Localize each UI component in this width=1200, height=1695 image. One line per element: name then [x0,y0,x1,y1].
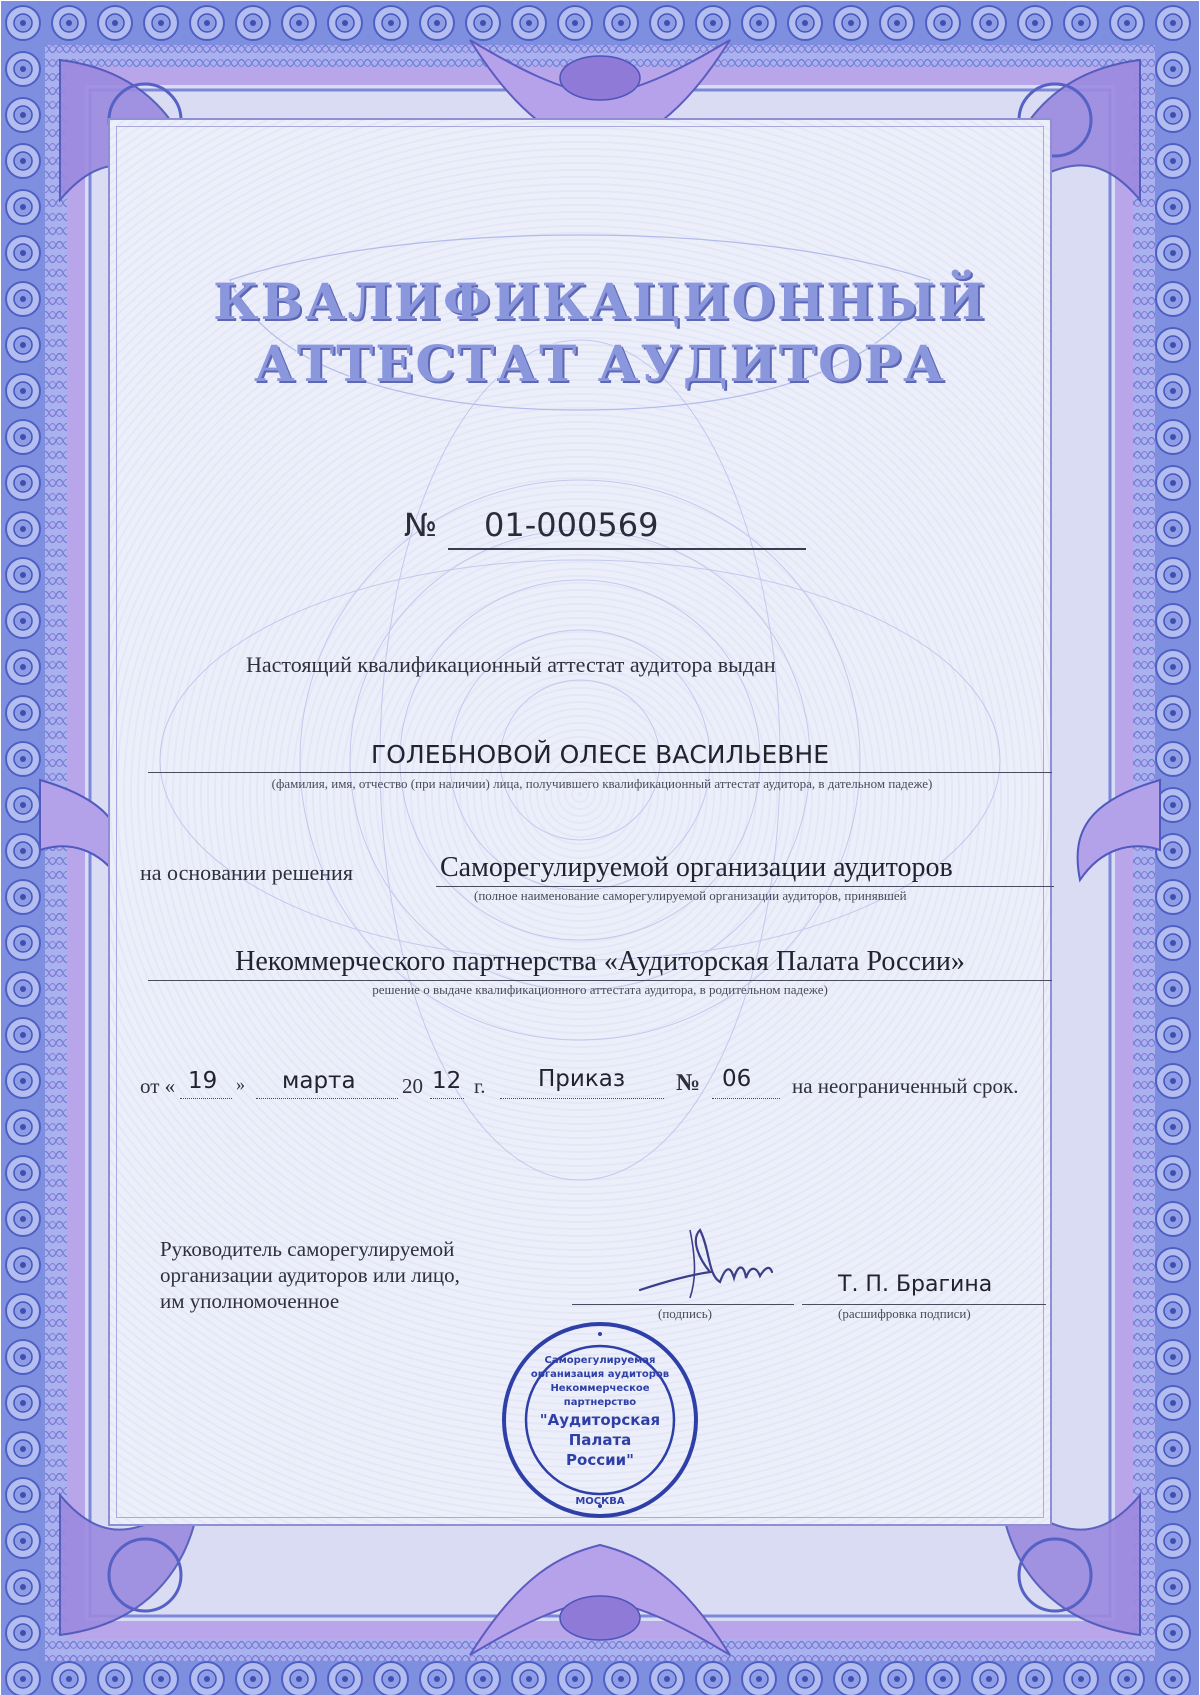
term-text: на неограниченный срок. [792,1074,1019,1098]
organization-line2: Некоммерческого партнерства «Аудиторская Палата России» [235,946,965,977]
date-month: марта [282,1068,356,1094]
signatory-line1: Руководитель саморегулируемой [160,1237,455,1261]
seal-line1: Саморегулируемая [544,1355,656,1366]
number-label: № [404,506,438,544]
basis-label: на основании решения [140,860,353,885]
year-suffix: 12 [432,1068,462,1094]
doc-number: 06 [722,1066,752,1092]
month-underline [256,1098,398,1099]
doc-number-label: № [676,1070,701,1096]
year-underline [430,1098,464,1099]
seal-line3: Некоммерческое [550,1383,650,1394]
signer-underline [802,1304,1046,1305]
document-type: Приказ [538,1066,626,1092]
certificate-number: 01-000569 [484,506,659,544]
official-seal [500,1320,700,1520]
organization-line1: Саморегулируемой организации аудиторов [440,852,953,883]
day-underline [180,1098,232,1099]
year-unit: г. [474,1074,486,1098]
date-prefix: от « [140,1074,176,1098]
signer-hint: (расшифровка подписи) [838,1306,971,1321]
recipient-name: ГОЛЕБНОВОЙ ОЛЕСЕ ВАСИЛЬЕВНЕ [371,740,829,769]
date-day-close: » [236,1074,245,1094]
doc-number-underline [712,1098,780,1099]
organization-underline1 [436,886,1054,887]
certificate-title-line1: КВАЛИФИКАЦИОННЫЙ [213,272,987,331]
seal-line5: "Аудиторская [539,1411,661,1429]
signature-hint: (подпись) [658,1306,712,1321]
certificate-title-line2: АТТЕСТАТ АУДИТОРА [254,334,946,393]
seal-line7: России" [566,1451,634,1469]
signatory-line3: им уполномоченное [160,1289,340,1313]
seal-line2: организация аудиторов [530,1369,670,1380]
seal-city: МОСКВА [575,1496,625,1507]
signer-name: Т. П. Брагина [838,1272,993,1297]
seal-text [500,1354,700,1470]
organization-hint1: (полное наименование саморегулируемой организации аудиторов, принявшей [474,888,907,903]
recipient-hint: (фамилия, имя, отчество (при наличии) лица, получившего квалификационный аттестат аудитора, в дательном падеже) [271,776,933,791]
issued-text: Настоящий квалификационный аттестат аудитора выдан [246,652,776,677]
signatory-block [160,1236,460,1314]
organization-underline2 [148,980,1052,981]
year-prefix: 20 [402,1074,423,1098]
signatory-line2: организации аудиторов или лицо, [160,1263,460,1287]
doc-type-underline [500,1098,664,1099]
date-day: 19 [188,1068,218,1094]
seal-line4: партнерство [563,1397,637,1408]
recipient-underline [148,772,1052,773]
number-underline [448,548,806,550]
organization-hint2: решение о выдаче квалификационного аттестата аудитора, в родительном падеже) [372,982,828,997]
seal-line6: Палата [568,1431,632,1449]
handwritten-signature [630,1220,810,1310]
